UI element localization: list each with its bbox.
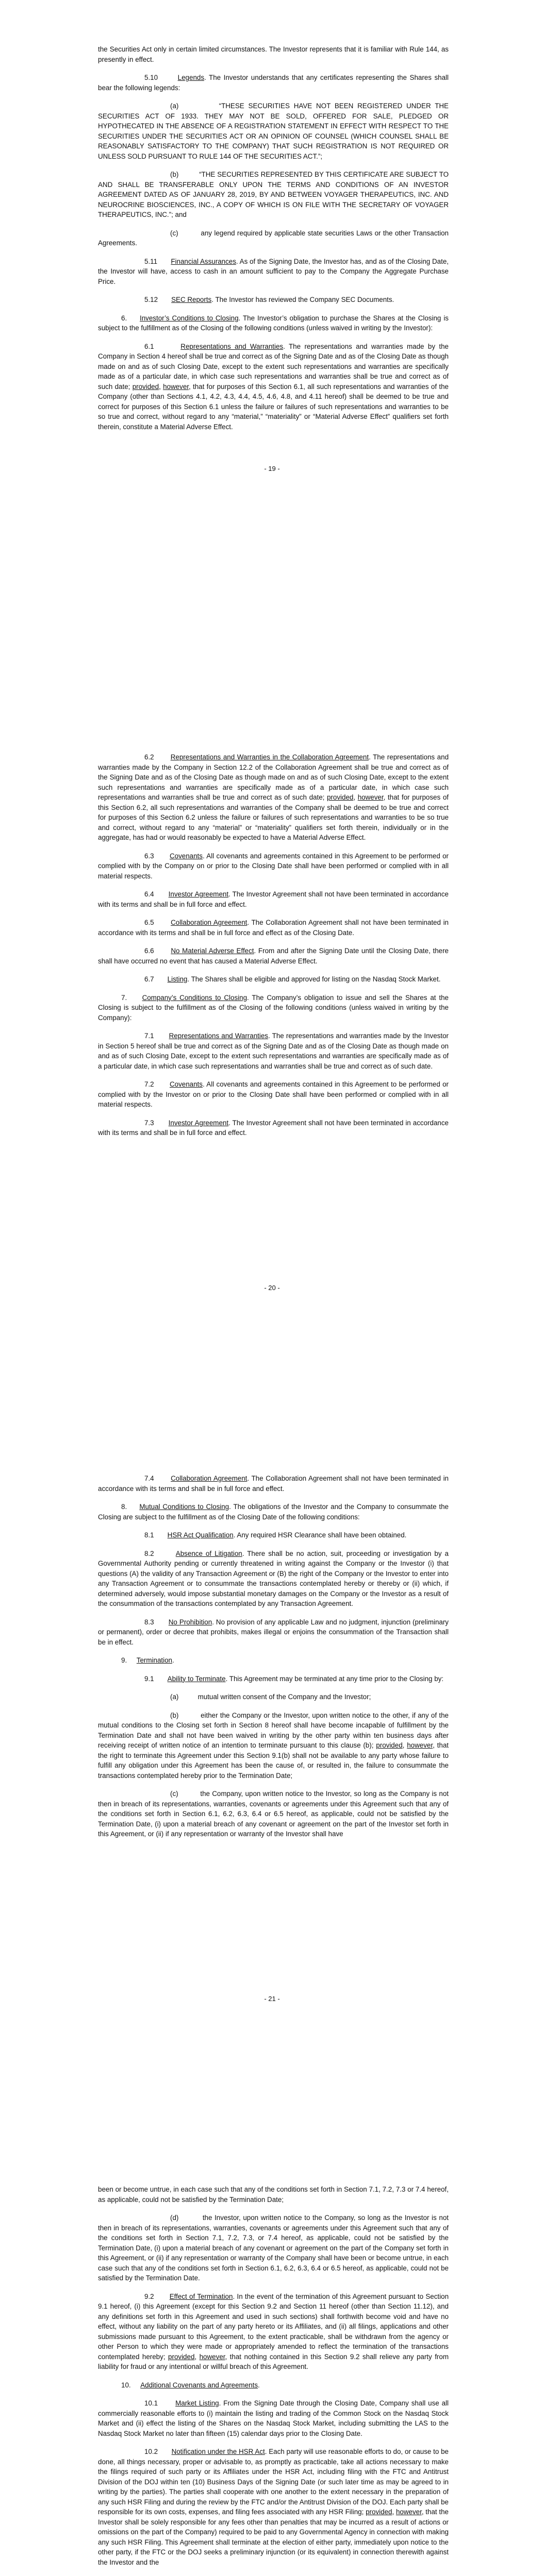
section-number: 6.1 xyxy=(144,342,154,350)
section-heading: Representations and Warranties xyxy=(180,342,284,350)
section-heading: Legends xyxy=(177,74,205,81)
section-8-2: 8.2 Absence of Litigation. There shall be no action, suit, proceeding or investigation by a Governmental Authority pending or currently threatened in writing against the Company or the Investor (i) that questions (A) the validity of any Transaction Agreement or (B) the right of the Company or the Investor to enter into any Transaction Agreement or to consummate the transactions contemplated hereby or thereby or (ii) which, if determined adversely, would impose substantial monetary damages on the Company or the Investor as a result of the consummation of the transactions contemplated by any Transaction Agreement. xyxy=(98,1549,449,1607)
section-8-1: 8.1 HSR Act Qualification. Any required HSR Clearance shall have been obtained. xyxy=(144,1531,407,1539)
section-7-4: 7.4 Collaboration Agreement. The Collaboration Agreement shall not have been terminated in accordance with its terms and shall be in full force and effect. xyxy=(98,1475,449,1493)
clause-9-1-c: (c) the Company, upon written notice to the Investor, so long as the Company is not then in breach of its representations, warranties, covenants or agreements under this Agreement such that any of the conditions set forth in Section 6.1, 6.2, 6.3, 6.4 or 6.5 hereof, as applicable, could not be satisfied by the Termination Date, (i) upon a material breach of any covenant or agreement on the part of the Investor set forth in this Agreement, or (ii) if any representation or warranty of the Investor shall have xyxy=(98,1790,449,1838)
section-9-2: 9.2 Effect of Termination. In the event of the termination of this Agreement pursuant to Section 9.1 hereof, (i) this Agreement (except for this Section 9.2 and Section 11 hereof (other than Section 11.12), and any definitions set forth in this Agreement and used in such sections) shall forthwith become void and have no effect, without any liability on the part of any party hereto or its Affiliates, and (ii) all filings, applications and other submissions made pursuant to this Agreement, to the extent practicable, shall be withdrawn from the agency or other Person to which they were made or appropriately amended to reflect the termination of the transactions contemplated hereby; provided, however, that nothing contained in this Section 9.2 shall relieve any party from liability for fraud or any intentional or willful breach of this Agreement. xyxy=(98,2292,449,2370)
section-number: 5.12 xyxy=(144,296,158,303)
section-6: 6. Investor’s Conditions to Closing. The Investor’s obligation to purchase the Shares at the Closing is subject to the fulfillment as of the Closing of the following conditions (unless waived in writing by the Investor): xyxy=(98,314,449,332)
section-5-10: 5.10 Legends. The Investor understands that any certificates representing the Shares shall bear the following legends: xyxy=(98,74,449,92)
section-heading: Investor’s Conditions to Closing xyxy=(140,314,239,322)
section-heading: SEC Reports xyxy=(171,296,212,303)
section-6-1: 6.1 Representations and Warranties. The representations and warranties made by the Company in Section 4 hereof shall be true and correct as of the Signing Date and as of the Closing Date as though made on and as of such Closing Date, except to the extent such representations and warranties are specifically made as of a particular date, in which case such representations and warranties shall be true and correct as of such date; provided, however, that for purposes of this Section 6.1, all such representations and warranties of the Company (other than Sections 4.1, 4.2, 4.3, 4.4, 4.5, 4.6, 4.8, and 4.11 hereof) shall be deemed to be true and correct for purposes of this Section 6.1 unless the failure or failures of such representations and warranties to be so true and correct, without regard to any “material,” “materiality” or “Material Adverse Effect” qualifiers set forth therein, constitute a Material Adverse Effect. xyxy=(98,342,449,431)
page-number: - 19 - xyxy=(264,465,280,472)
legend-a: (a) “THESE SECURITIES HAVE NOT BEEN REGISTERED UNDER THE SECURITIES ACT OF 1933. THEY MAY NOT BE SOLD, OFFERED FOR SALE, PLEDGED OR HYPOTHECATED IN THE ABSENCE OF A REGISTRATION STATEMENT IN EFFECT WITH RESPECT TO THE SECURITIES UNDER THE SECURITIES ACT OR AN OPINION OF COUNSEL (WHICH COUNSEL SHALL BE REASONABLY SATISFACTORY TO THE COMPANY) THAT SUCH REGISTRATION IS NOT REQUIRED OR UNLESS SOLD PURSUANT TO RULE 144 OF THE SECURITIES ACT.”; xyxy=(98,102,449,160)
section-6-7: 6.7 Listing. The Shares shall be eligible and approved for listing on the Nasdaq Stock Market. xyxy=(144,975,441,983)
section-10-2: 10.2 Notification under the HSR Act. Each party will use reasonable efforts to do, or cause to be done, all things necessary, proper or advisable to, as promptly as practicable, take all actions necessary to make the filings required of such party or its Affiliates under the HSR Act, including filing with the FTC and Antitrust Division of the DOJ within ten (10) Business Days of the Signing Date (or such later time as may be agreed to in writing by the parties). The parties shall cooperate with one another to the extent necessary in the preparation of any such HSR Filing and during the review by the FTC and/or the Antitrust Division of the DOJ. Each party shall be responsible for its own costs, expenses, and filing fees associated with any HSR Filing; provided, however, that the Investor shall be solely responsible for any fees other than penalties that may be incurred as a result of actions or omissions on the part of the Company) required to be paid to any Governmental Agency in connection with making any such HSR Filing. This Agreement shall terminate at the election of either party, immediately upon notice to the other party, if the FTC or the DOJ seeks a preliminary injunction (or its equivalent) in connection therewith against the Investor and the xyxy=(98,2448,449,2566)
page-21 xyxy=(0,1463,544,2174)
section-number: 6. xyxy=(121,314,127,322)
clause-tag: (a) xyxy=(170,102,179,110)
paragraph: the Securities Act only in certain limited circumstances. The Investor represents that it is familiar with Rule 144, as presently in effect. xyxy=(98,45,449,63)
section-number: 5.10 xyxy=(144,74,158,81)
section-9: 9. Termination. xyxy=(121,1656,174,1664)
section-7: 7. Company’s Conditions to Closing. The Company’s obligation to issue and sell the Shares at the Closing is subject to the fulfillment as of the Closing of the following conditions (unless waived in writing by the Company): xyxy=(98,993,449,1022)
section-6-6: 6.6 No Material Adverse Effect. From and after the Signing Date until the Closing Date, there shall have occurred no event that has caused a Material Adverse Effect. xyxy=(98,947,449,965)
section-number: 5.11 xyxy=(144,257,158,265)
page-19 xyxy=(0,0,544,742)
section-5-11: 5.11 Financial Assurances. As of the Signing Date, the Investor has, and as of the Closing Date, the Investor will have, access to cash in an amount sufficient to pay to the Company the Aggregate Purchase Price. xyxy=(98,257,449,285)
legend-b: (b) “THE SECURITIES REPRESENTED BY THIS CERTIFICATE ARE SUBJECT TO AND SHALL BE TRANSFERABLE ONLY UPON THE TERMS AND CONDITIONS OF AN INVESTOR AGREEMENT DATED AS OF JANUARY 28, 2019, BY AND BETWEEN VOYAGER THERAPEUTICS, INC. AND NEUROCRINE BIOSCIENCES, INC., A COPY OF WHICH IS ON FILE WITH THE SECRETARY OF VOYAGER THERAPEUTICS, INC.”; and xyxy=(98,171,449,218)
clause-tag: (c) xyxy=(170,229,178,237)
legend-c: (c) any legend required by applicable state securities Laws or the other Transaction Agreements. xyxy=(98,229,449,247)
clause-9-1-b: (b) either the Company or the Investor, upon written notice to the other, if any of the mutual conditions to the Closing set forth in Section 8 hereof shall have become incapable of fulfillment by the Termination Date and shall not have been waived in writing by the other party within ten business days after receiving receipt of written notice of an intention to terminate pursuant to this clause (b); provided, however, that the right to terminate this Agreement under this Section 9.1(b) shall not be available to any party whose failure to fulfill any obligation under this Agreement has been the cause of, or resulted in, the failure to consummate the transactions contemplated hereby prior to the Termination Date; xyxy=(98,1711,449,1780)
section-6-5: 6.5 Collaboration Agreement. The Collaboration Agreement shall not have been terminated in accordance with its terms and shall be in full force and effect as of the Closing Date. xyxy=(98,919,449,937)
section-9-1: 9.1 Ability to Terminate. This Agreement may be terminated at any time prior to the Closing by: xyxy=(144,1674,444,1683)
page-body xyxy=(98,1473,449,1848)
section-heading: Financial Assurances xyxy=(171,257,236,265)
section-7-2: 7.2 Covenants. All covenants and agreements contained in this Agreement to be performed or complied with by the Investor on or prior to the Closing Date shall have been performed or complied with in all material respects. xyxy=(98,1080,449,1108)
section-5-12: 5.12 SEC Reports. The Investor has reviewed the Company SEC Documents. xyxy=(144,296,394,303)
page-body xyxy=(98,2184,449,2575)
page-20 xyxy=(0,742,544,1463)
section-6-3: 6.3 Covenants. All covenants and agreements contained in this Agreement to be performed or complied with by the Company on or prior to the Closing Date shall have been performed or complied with in all material respects. xyxy=(98,852,449,880)
section-heading: Representations and Warranties in the Collaboration Agreement xyxy=(170,753,369,761)
section-8: 8. Mutual Conditions to Closing. The obligations of the Investor and the Company to consummate the Closing are subject to the fulfillment as of the Closing Date of the following conditions: xyxy=(98,1503,449,1521)
section-8-3: 8.3 No Prohibition. No provision of any applicable Law and no judgment, injunction (preliminary or permanent), order or decree that prohibits, makes illegal or enjoins the consummation of the Transaction shall be in effect. xyxy=(98,1618,449,1646)
section-6-2: 6.2 Representations and Warranties in the Collaboration Agreement. The representations and warranties made by the Company in Section 12.2 of the Collaboration Agreement shall be true and correct as of the Signing Date and as of the Closing Date as though made on and as of such Closing Date, except to the extent such representations and warranties are specifically made as of a particular date, in which case such representations and warranties shall be true and correct as of such date; provided, however, that for purposes of this Section 6.2, all such representations and warranties of the Company shall be deemed to be true and correct for purposes of this Section 6.2 unless the failure or failures of such representations and warranties to be so true and correct, without regard to any “material” or “materiality” qualifiers set forth therein, individually or in the aggregate, has had or would reasonably be expected to have a Material Adverse Effect. xyxy=(98,753,449,841)
section-number: 6.2 xyxy=(144,753,154,761)
page-22 xyxy=(0,2174,544,2576)
clause-tag: (b) xyxy=(170,171,179,178)
section-10-1: 10.1 Market Listing. From the Signing Date through the Closing Date, Company shall use all commercially reasonable efforts to (i) maintain the listing and trading of the Common Stock on the Nasdaq Stock Market and (ii) effect the listing of the Shares on the Nasdaq Stock Market, including submitting the LAS to the Nasdaq Stock Market no later than fifteen (15) calendar days prior to the Closing Date. xyxy=(98,2399,449,2437)
section-10: 10. Additional Covenants and Agreements. xyxy=(121,2381,260,2389)
page-body xyxy=(98,752,449,1146)
section-6-4: 6.4 Investor Agreement. The Investor Agreement shall not have been terminated in accordance with its terms and shall be in full force and effect. xyxy=(98,890,449,908)
section-7-1: 7.1 Representations and Warranties. The representations and warranties made by the Investor in Section 5 hereof shall be true and correct as of the Signing Date and as of the Closing Date as though made on and as of such Closing Date, except to the extent such representations and warranties are specifically made as of a particular date, in which case such representations and warranties shall be true and correct as of such date. xyxy=(98,1032,449,1070)
clause-9-1-a: (a) mutual written consent of the Company and the Investor; xyxy=(170,1693,371,1701)
page-number: - 20 - xyxy=(264,1284,280,1292)
page-body xyxy=(98,44,449,440)
page-number: - 21 - xyxy=(264,1995,280,2003)
clause-9-1-d: (d) the Investor, upon written notice to the Company, so long as the Investor is not then in breach of its representations, warranties, covenants or agreements under this Agreement such that any of the conditions set forth in Section 7.1, 7.2, 7.3, or 7.4 hereof, as applicable, could not be satisfied by the Termination Date, (i) upon a material breach of any covenant or agreement on the part of the Company set forth in this Agreement, or (ii) if any representation or warranty of the Company shall have been or become untrue, in each case such that any of the conditions set forth in Section 6.1, 6.2, 6.3, 6.4 or 6.5 hereof, as applicable, could not be satisfied by the Termination Date. xyxy=(98,2214,449,2282)
section-7-3: 7.3 Investor Agreement. The Investor Agreement shall not have been terminated in accordance with its terms and shall be in full force and effect. xyxy=(98,1118,449,1137)
paragraph: been or become untrue, in each case such that any of the conditions set forth in Section 7.1, 7.2, 7.3 or 7.4 hereof, as applicable, could not be satisfied by the Termination Date; xyxy=(98,2185,449,2204)
